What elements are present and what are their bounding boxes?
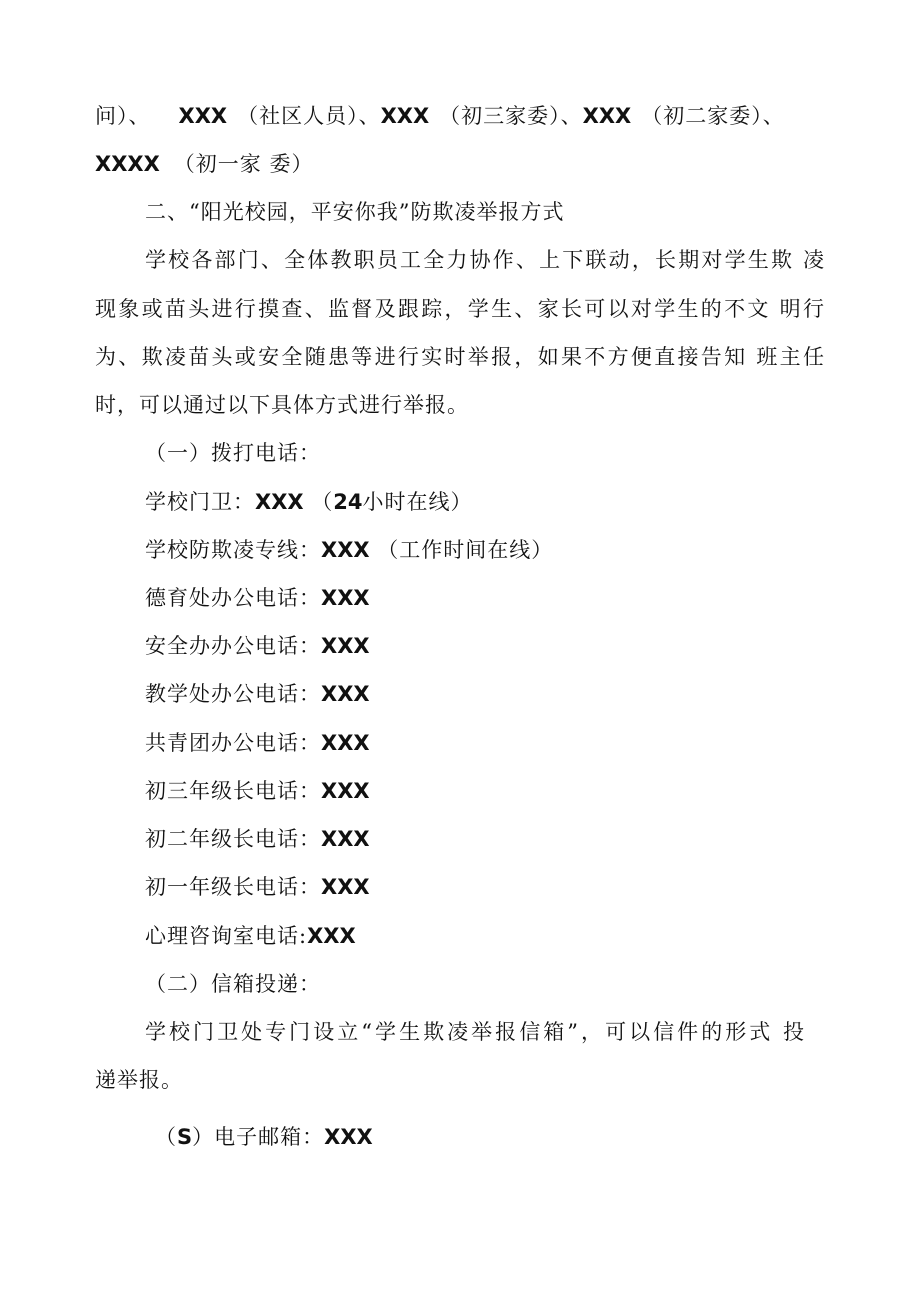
member-name: XXX (582, 104, 632, 128)
member-role: （初三家委）、 (439, 104, 583, 128)
phone-value: XXX (321, 731, 370, 755)
phone-label: 教学处办公电话： (145, 682, 321, 706)
member-role: （初二家委）、 (641, 104, 785, 128)
phone-item (145, 487, 473, 517)
mailbox-heading: （二）信箱投递： (145, 972, 321, 996)
phone-heading: （一）拨打电话： (145, 441, 321, 465)
intro-line-2: 现象或苗头进行摸查、监督及跟踪，学生、家长可以对学生的不文 明行 (95, 297, 825, 321)
phone-value: XXX (321, 875, 370, 899)
phone-label: 初一年级长电话： (145, 875, 321, 899)
phone-label: 初二年级长电话： (145, 827, 321, 851)
mailbox-line-1: 学校门卫处专门设立“学生欺凌举报信箱”，可以信件的形式 投 (145, 1020, 805, 1044)
email-marker: S (177, 1125, 193, 1149)
phone-item (145, 824, 370, 854)
phone-note: （ (303, 490, 334, 514)
committee-line-2 (95, 149, 313, 179)
member-name: XXX (380, 104, 430, 128)
phone-value: XXX (255, 490, 304, 514)
email-label: 电子邮箱： (214, 1125, 325, 1149)
phone-value: XXX (321, 586, 370, 610)
intro-line-4: 时，可以通过以下具体方式进行举报。 (95, 393, 469, 417)
phone-note-number: 24 (333, 490, 363, 514)
phone-value: XXX (321, 827, 370, 851)
phone-label: 初三年级长电话： (145, 779, 321, 803)
member-name: XXXX (95, 152, 160, 176)
phone-label: 学校防欺凌专线： (145, 538, 321, 562)
phone-item (145, 776, 370, 806)
phone-value: XXX (307, 924, 356, 948)
phone-label: 德育处办公电话： (145, 586, 321, 610)
phone-label: 共青团办公电话： (145, 731, 321, 755)
phone-item (145, 872, 370, 902)
intro-line-1: 学校各部门、全体教职员工全力协作、上下联动，长期对学生欺 凌 (145, 248, 825, 272)
phone-item (145, 583, 370, 613)
email-item (155, 1122, 373, 1152)
phone-value: XXX (321, 634, 370, 658)
member-role: （社区人员）、 (237, 104, 381, 128)
member-name: XXX (178, 104, 228, 128)
intro-line-3: 为、欺凌苗头或安全随患等进行实时举报，如果不方便直接告知 班主任 (95, 345, 825, 369)
member-role: （初一家 委） (173, 152, 314, 176)
phone-value: XXX (321, 538, 370, 562)
phone-note: 小时在线） (362, 490, 473, 514)
committee-line-1 (95, 101, 840, 131)
phone-item (145, 631, 370, 661)
phone-label: 学校门卫： (145, 490, 255, 514)
phone-label: 安全办办公电话： (145, 634, 321, 658)
phone-note: （工作时间在线） (369, 538, 554, 562)
phone-label: 心理咨询室电话: (145, 924, 308, 948)
phone-item (145, 921, 356, 951)
paren: （ (155, 1125, 177, 1149)
phone-item (145, 679, 370, 709)
phone-value: XXX (321, 682, 370, 706)
phone-value: XXX (321, 779, 370, 803)
phone-item (145, 728, 370, 758)
mailbox-line-2: 递举报。 (95, 1068, 183, 1092)
email-value: XXX (324, 1125, 373, 1149)
text-segment: 问）、 (95, 104, 151, 128)
paren: ） (192, 1125, 215, 1149)
section-heading: 二、“阳光校园，平安你我”防欺凌举报方式 (145, 200, 565, 224)
phone-item (145, 535, 553, 565)
